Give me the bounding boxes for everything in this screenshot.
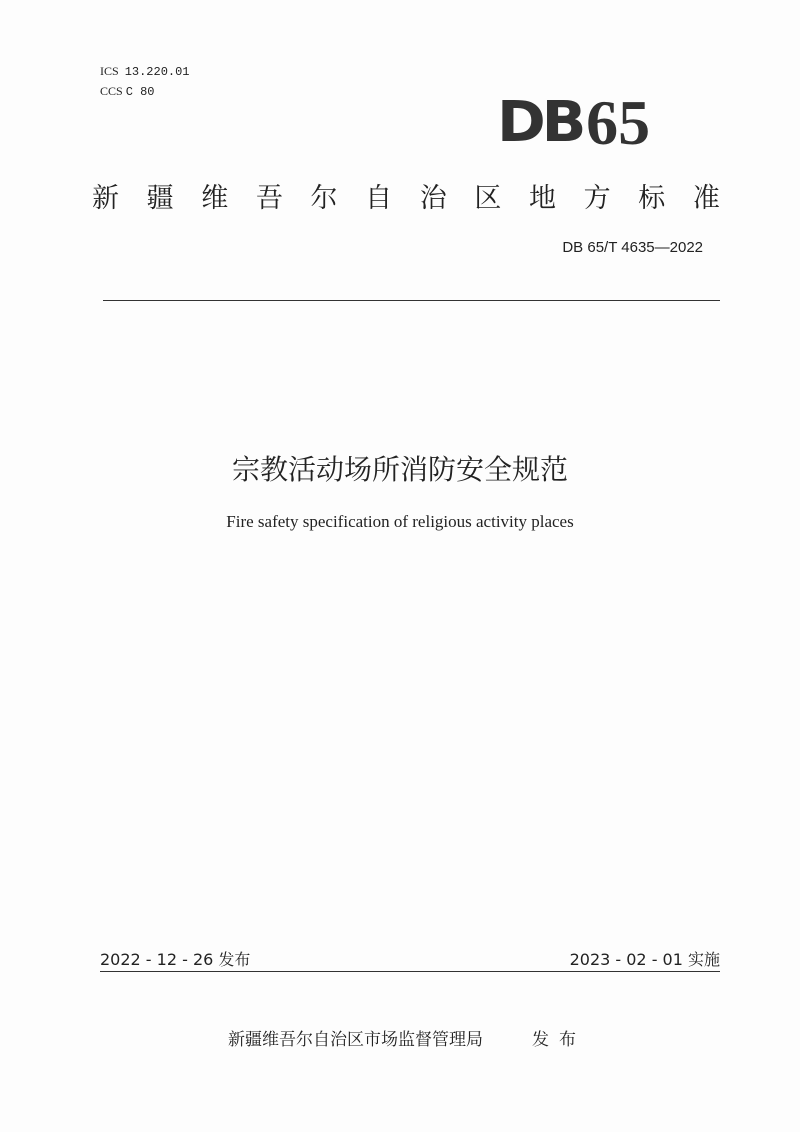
logo-number: 65	[586, 87, 651, 158]
header-divider	[103, 300, 720, 301]
footer-divider	[100, 971, 720, 972]
heading-char: 自	[365, 183, 393, 214]
db-logo	[497, 87, 651, 158]
title-chinese: 宗教活动场所消防安全规范	[231, 453, 568, 486]
heading-char: 尔	[310, 183, 338, 214]
effective-date: 2023 - 02 - 01 实施	[569, 950, 720, 969]
standard-code: DB 65/T 4635—2022	[562, 239, 703, 256]
ccs-value: C 80	[125, 85, 155, 99]
ics-label: ICS	[100, 64, 119, 78]
title-english: Fire safety specification of religious activity places	[226, 512, 574, 531]
heading-char: 标	[638, 183, 666, 214]
ics-value: 13.220.01	[124, 65, 190, 79]
standard-type-heading	[92, 176, 720, 215]
heading-char: 疆	[146, 183, 174, 214]
heading-char: 地	[529, 183, 556, 214]
publish-label: 发布	[532, 1030, 586, 1050]
heading-char: 方	[583, 183, 611, 214]
ccs-code	[100, 84, 155, 99]
issue-date: 2022 - 12 - 26 发布	[100, 950, 251, 969]
heading-char: 新	[92, 183, 119, 214]
heading-char: 区	[474, 183, 502, 214]
ics-code	[100, 64, 190, 79]
heading-char: 吾	[255, 183, 283, 214]
heading-char: 准	[692, 183, 720, 214]
heading-char: 治	[419, 183, 447, 214]
publisher: 新疆维吾尔自治区市场监督管理局	[228, 1030, 483, 1050]
ccs-label: CCS	[100, 84, 123, 98]
heading-char: 维	[201, 183, 229, 214]
logo-letters: DB	[497, 90, 583, 155]
